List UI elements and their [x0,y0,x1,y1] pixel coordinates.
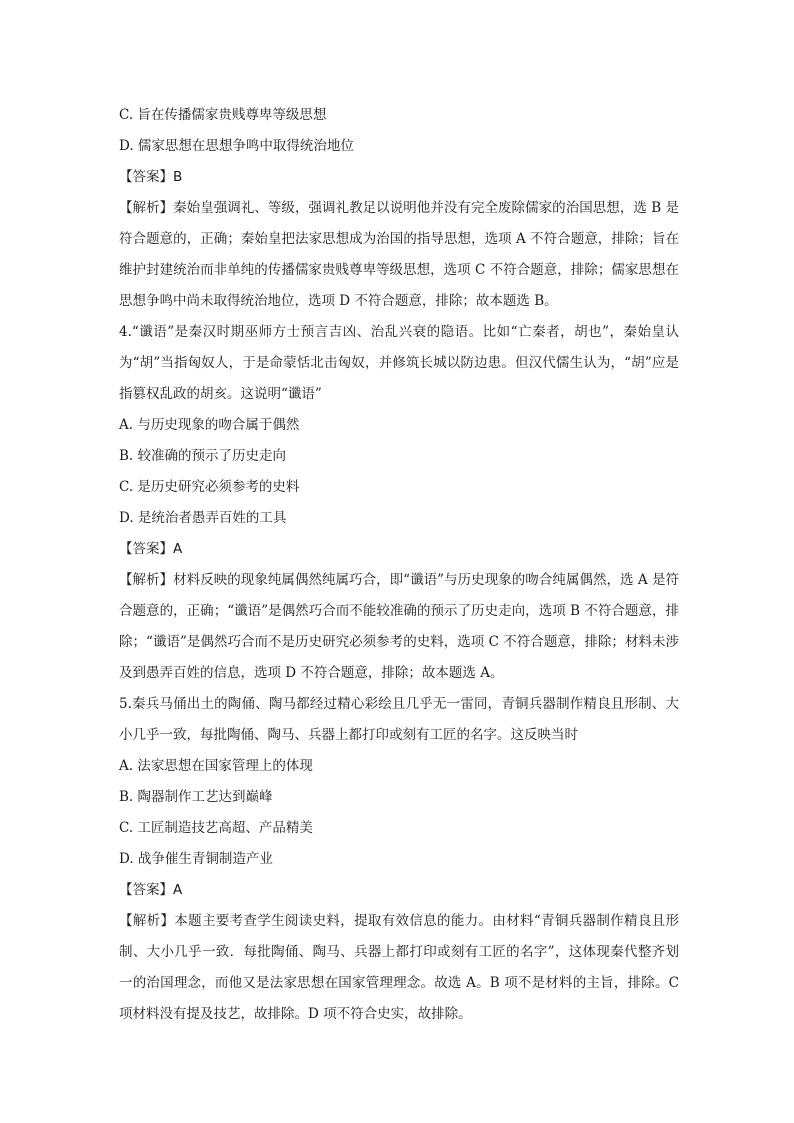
q4-option-d: D. 是统治者愚弄百姓的工具 [119,510,287,526]
q4-answer: 【答案】A [119,541,183,557]
q4-stem: 4.“谶语”是秦汉时期巫师方士预言吉凶、治乱兴衰的隐语。比如“亡秦者，胡也”，秦始皇认为“胡”当指匈奴人，于是命蒙恬北击匈奴，并修筑长城以防边患。但汉代儒生认为，“胡”应是指篡权乱政的胡亥。这说明“谶语” [119,324,679,402]
q5-answer: 【答案】A [119,882,183,898]
q5-option-b: B. 陶器制作工艺达到巅峰 [119,789,273,805]
q4-option-a: A. 与历史现象的吻合属于偶然 [119,417,300,433]
q3-option-c: C. 旨在传播儒家贵贱尊卑等级思想 [119,107,327,123]
q4-option-b: B. 较准确的预示了历史走向 [119,448,287,464]
q4-option-c: C. 是历史研究必须参考的史料 [119,479,300,495]
q5-option-d: D. 战争催生青铜制造产业 [119,851,273,867]
q5-option-c: C. 工匠制造技艺高超、产品精美 [119,820,313,836]
q5-option-a: A. 法家思想在国家管理上的体现 [119,758,313,774]
document-content [119,100,679,1030]
q3-answer: 【答案】B [119,169,183,185]
q5-stem: 5.秦兵马俑出土的陶俑、陶马都经过精心彩绘且几乎无一雷同，青铜兵器制作精良且形制、大小几乎一致，每批陶俑、陶马、兵器上都打印或刻有工匠的名字。这反映当时 [119,696,679,743]
q3-option-d: D. 儒家思想在思想争鸣中取得统治地位 [119,138,354,154]
q4-analysis: 【解析】材料反映的现象纯属偶然纯属巧合，即“谶语”与历史现象的吻合纯属偶然，选 A 是符合题意的，正确；“谶语”是偶然巧合而不能较准确的预示了历史走向，选项 B 不符合题意，排除；“谶语”是偶然巧合而不是历史研究必须参考的史料，选项 C 不符合题意，排除；材料未涉及到愚弄百姓的信息，选项 D 不符合题意，排除；故本题选 A。 [119,572,679,681]
q5-analysis: 【解析】本题主要考查学生阅读史料，提取有效信息的能力。由材料“青铜兵器制作精良且形制、大小几乎一致．每批陶俑、陶马、兵器上都打印或刻有工匠的名字”，这体现秦代整齐划一的治国理念，而他又是法家思想在国家管理理念。故选 A。B 项不是材料的主旨，排除。C 项材料没有提及技艺，故排除。D 项不符合史实，故排除。 [119,913,679,1022]
q3-analysis: 【解析】秦始皇强调礼、等级，强调礼教足以说明他并没有完全废除儒家的治国思想，选 B 是符合题意的，正确；秦始皇把法家思想成为治国的指导思想，选项 A 不符合题意，排除；旨在维护封建统治而非单纯的传播儒家贵贱尊卑等级思想，选项 C 不符合题意，排除；儒家思想在思想争鸣中尚未取得统治地位，选项 D 不符合题意，排除；故本题选 B。 [119,200,679,309]
